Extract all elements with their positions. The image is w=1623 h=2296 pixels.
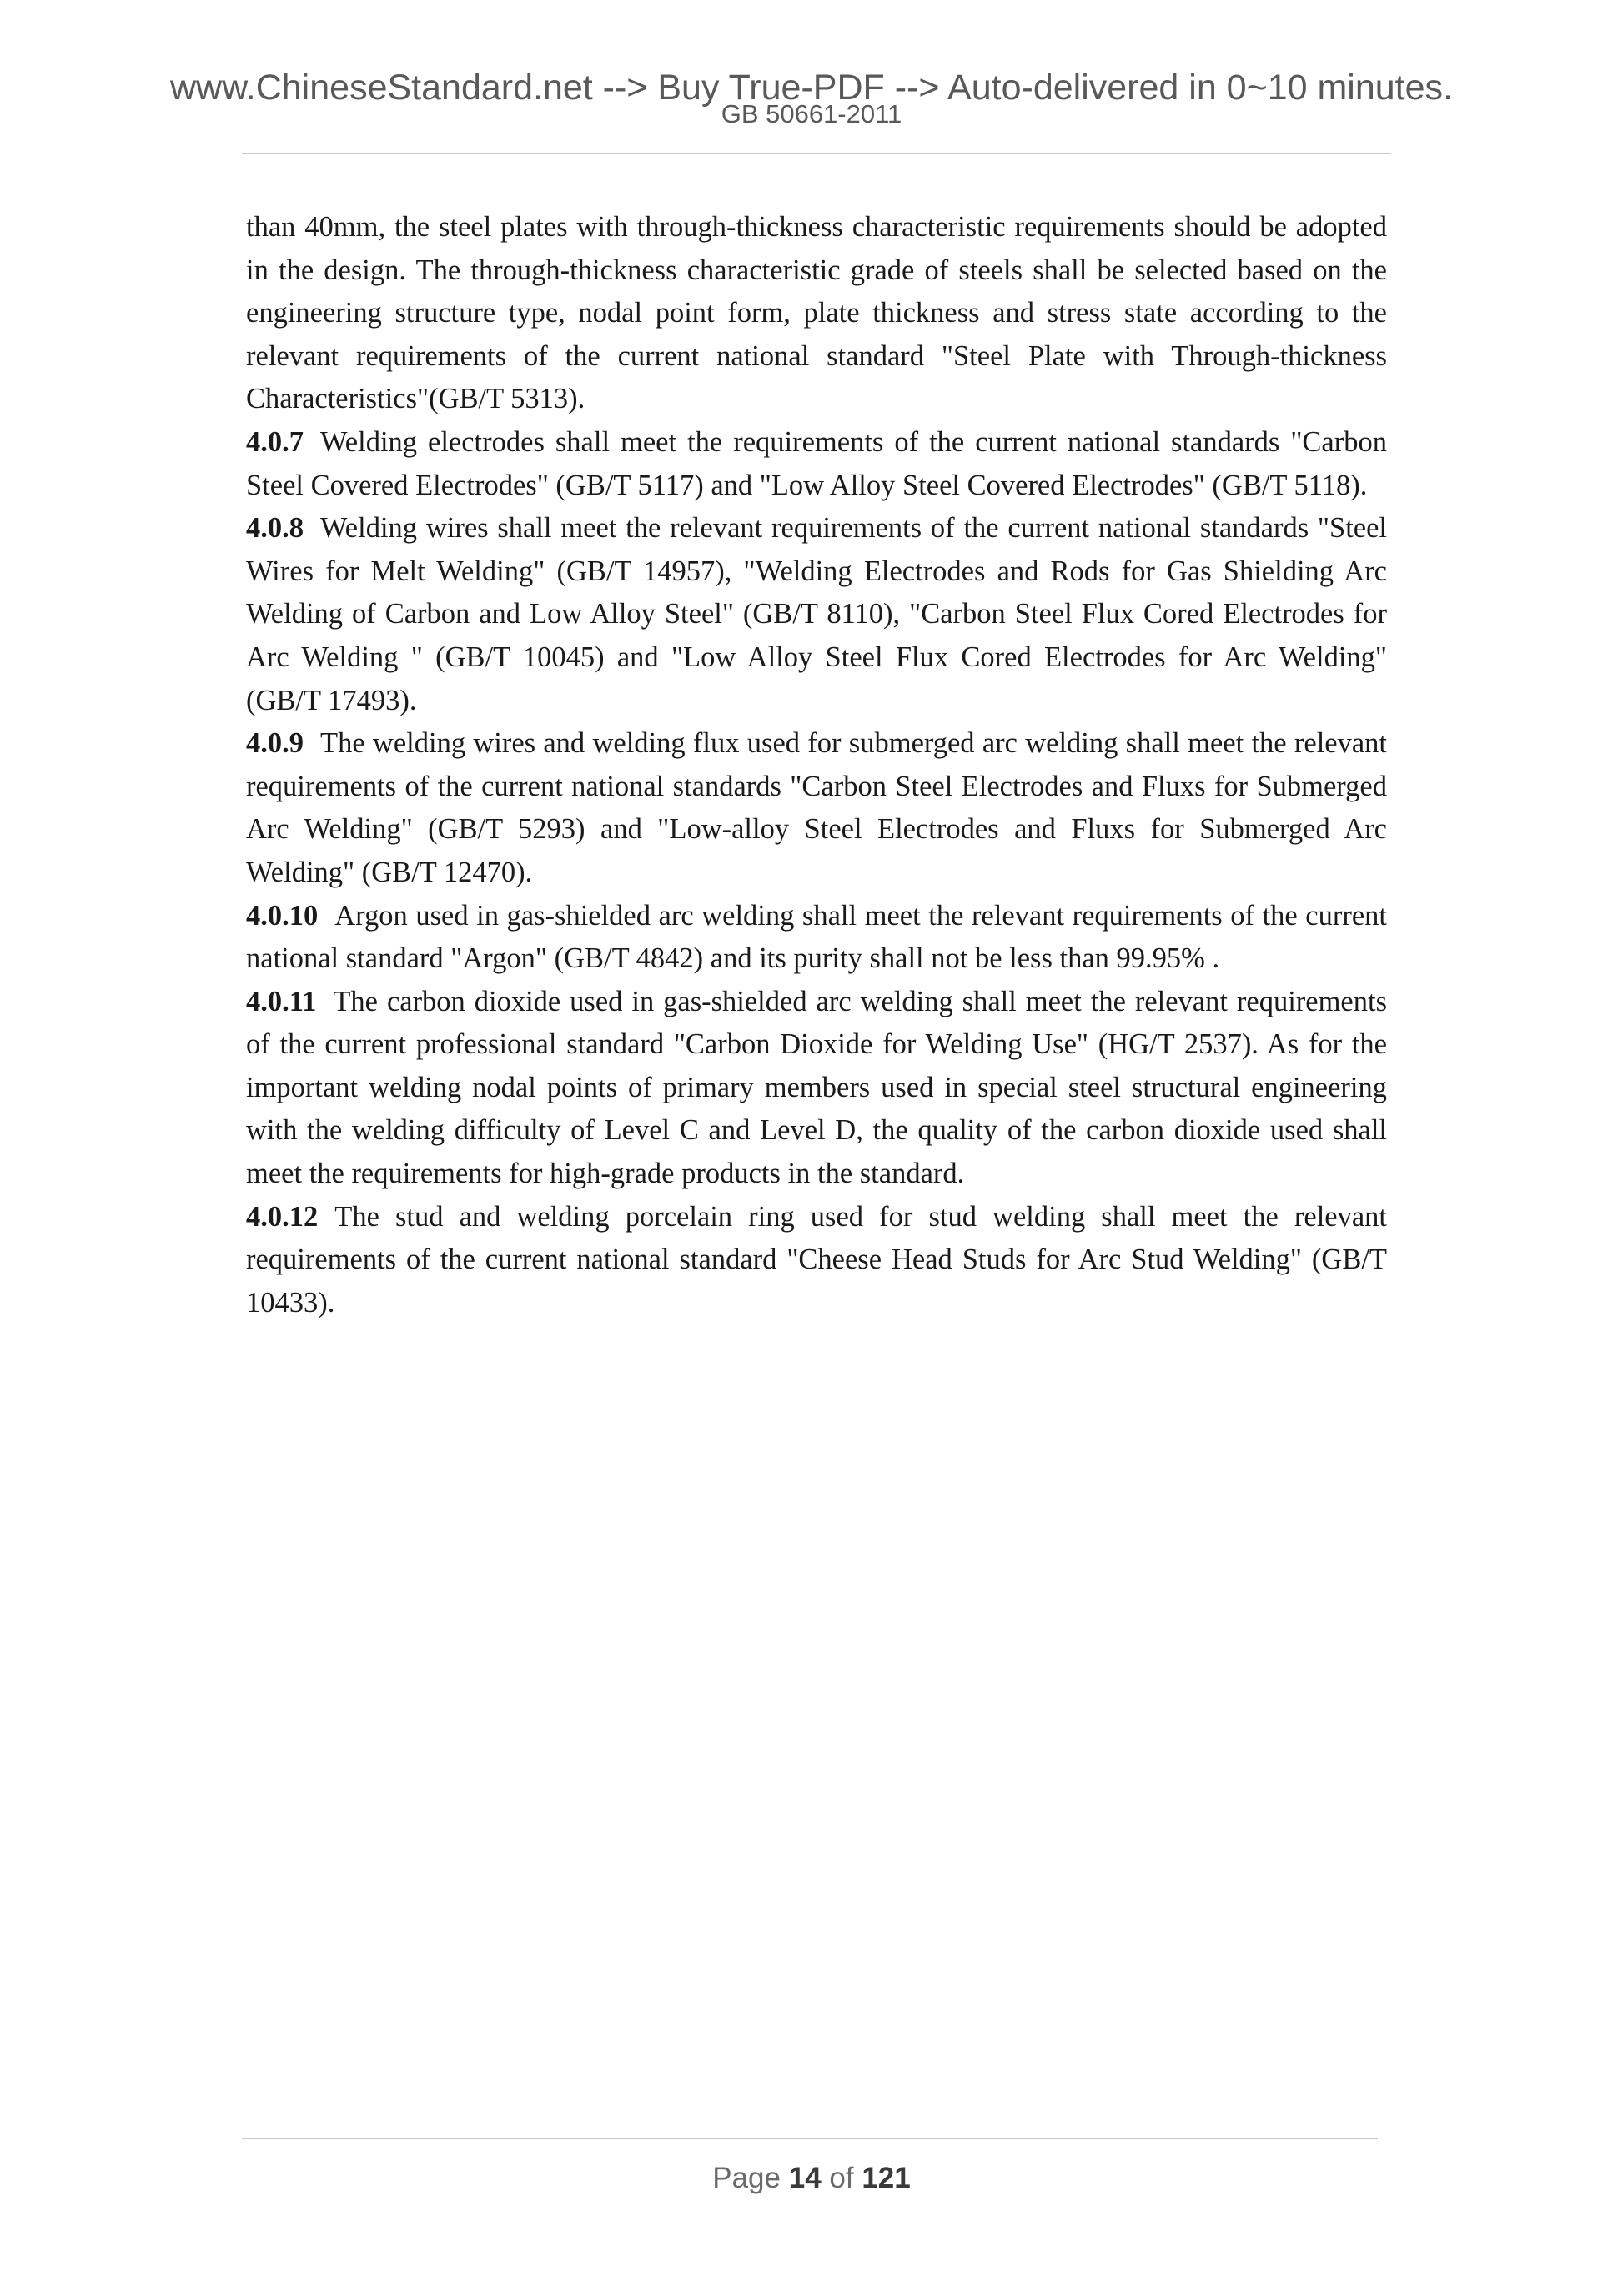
page-footer xyxy=(0,2162,1623,2195)
page-number: 14 xyxy=(788,2162,822,2194)
clause-number: 4.0.9 xyxy=(246,727,304,760)
footer-divider xyxy=(242,2138,1378,2139)
header-divider xyxy=(242,153,1391,154)
clause-4-0-8 xyxy=(246,507,1387,722)
site-banner: www.ChineseStandard.net --> Buy True-PDF --> Auto-delivered in 0~10 minutes. xyxy=(169,68,1453,108)
clause-text: The stud and welding porcelain ring used for stud welding shall meet the relevant requirements of the current national standard "Cheese Head Studs for Arc Stud Welding" (GB/T 10433). xyxy=(246,1200,1387,1319)
clause-text: Argon used in gas-shielded arc welding shall meet the relevant requirements of the current national standard "Argon" (GB/T 4842) and its purity shall not be less than 99.95% . xyxy=(246,899,1387,975)
of-label: of xyxy=(829,2162,854,2194)
clause-4-0-7 xyxy=(246,421,1387,507)
clause-4-0-11 xyxy=(246,981,1387,1196)
clause-text: Welding wires shall meet the relevant requirements of the current national standards "Steel Wires for Melt Welding" (GB/T 14957), "Welding Electrodes and Rods for Gas Shielding Arc Welding of Carbon and Low Alloy Steel" (GB/T 8110), "Carbon Steel Flux Cored Electrodes for Arc Welding " (GB/T 10045) and "Low Alloy Steel Flux Cored Electrodes for Arc Welding" (GB/T 17493). xyxy=(246,512,1387,716)
page-label: Page xyxy=(712,2162,781,2194)
clause-number: 4.0.10 xyxy=(246,899,319,932)
clause-number: 4.0.11 xyxy=(246,985,317,1017)
paragraph-text: than 40mm, the steel plates with through-thickness characteristic requirements should be adopted in the design. The through-thickness characteristic grade of steels shall be selected based on the engineering structure type, nodal point form, plate thickness and stress state according to the relevant requirements of the current national standard "Steel Plate with Through-thickness Characteristics"(GB/T 5313). xyxy=(246,211,1387,415)
clause-number: 4.0.12 xyxy=(246,1200,319,1233)
clause-number: 4.0.8 xyxy=(246,512,304,545)
clause-text: Welding electrodes shall meet the requirements of the current national standards "Carbon Steel Covered Electrodes" (GB/T 5117) and "Low Alloy Steel Covered Electrodes" (GB/T 5118). xyxy=(246,425,1387,501)
clause-4-0-12 xyxy=(246,1196,1387,1325)
clause-text: The welding wires and welding flux used for submerged arc welding shall meet the relevant requirements of the current national standards "Carbon Steel Electrodes and Fluxs for Submerged Arc Welding" (GB/T 5293) and "Low-alloy Steel Electrodes and Fluxs for Submerged Arc Welding" (GB/T 12470). xyxy=(246,727,1387,888)
document-body xyxy=(246,206,1387,1324)
clause-4-0-9 xyxy=(246,722,1387,894)
document-id: GB 50661-2011 xyxy=(721,99,902,128)
total-pages: 121 xyxy=(862,2162,911,2194)
clause-4-0-10 xyxy=(246,895,1387,981)
paragraph-continuation xyxy=(246,206,1387,421)
clause-text: The carbon dioxide used in gas-shielded arc welding shall meet the relevant requirements of the current professional standard "Carbon Dioxide for Welding Use" (HG/T 2537). As for the important welding nodal points of primary members used in special steel structural engineering with the welding difficulty of Level C and Level D, the quality of the carbon dioxide used shall meet the requirements for high-grade products in the standard. xyxy=(246,985,1387,1190)
clause-number: 4.0.7 xyxy=(246,425,304,458)
